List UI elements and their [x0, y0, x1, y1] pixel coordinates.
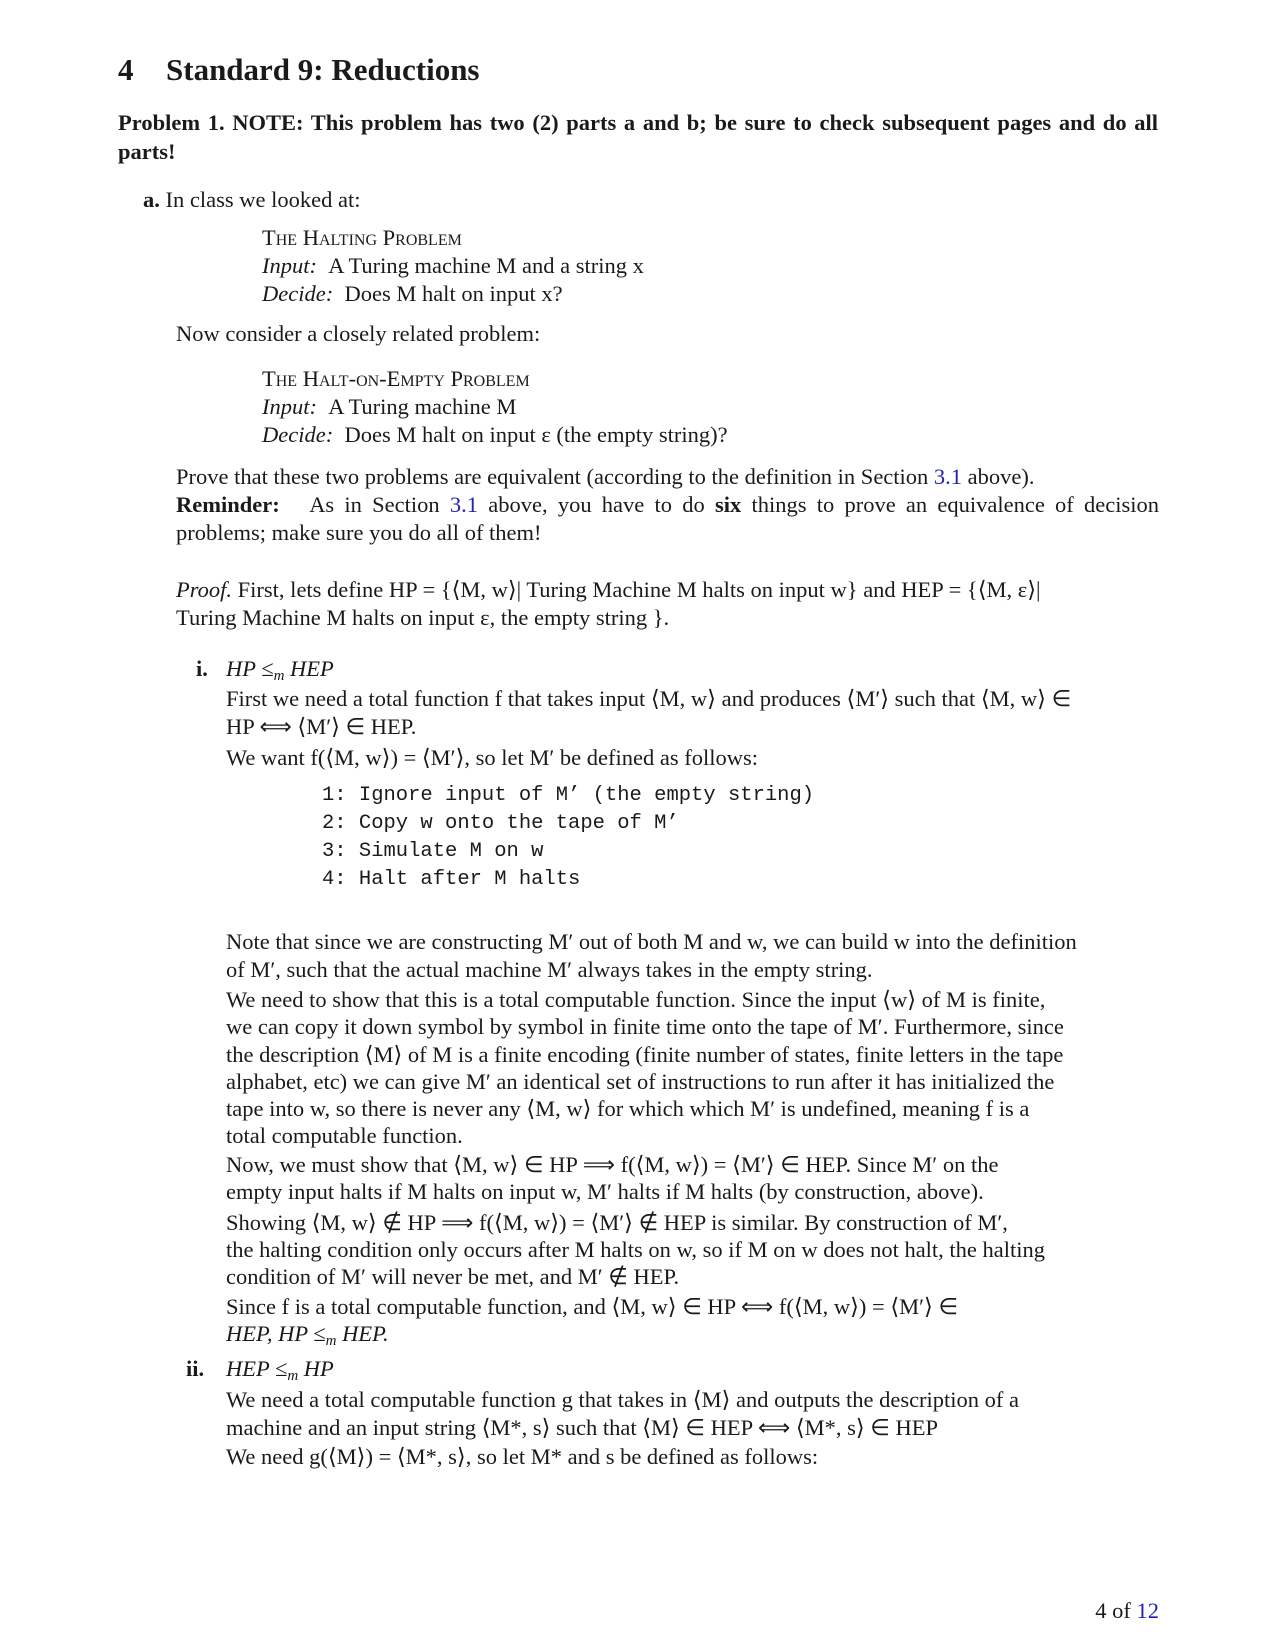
text-line: we can copy it down symbol by symbol in finite time onto the tape of M′. Furthermore, since	[226, 1014, 1064, 1040]
text-line: the halting condition only occurs after M halts on w, so if M on w does not halt, the halting	[226, 1237, 1046, 1262]
part-ii-title	[226, 1355, 1159, 1390]
page-current: 4	[1095, 1598, 1107, 1623]
text-line: Showing ⟨M, w⟩ ∉ HP ⟹ f(⟨M, w⟩) = ⟨M′⟩ ∉ HEP is similar. By construction of M′,	[226, 1210, 1008, 1235]
backward-direction-paragraph	[226, 1209, 1159, 1290]
proof-intro	[176, 576, 1159, 632]
reminder-text: things to prove an equivalence of decision problems; make sure you do all of them!	[176, 492, 1160, 545]
text-line: of M′, such that the actual machine M′ always takes in the empty string.	[226, 957, 873, 982]
page-footer	[1095, 1597, 1159, 1625]
hep-problem-decide	[262, 421, 728, 449]
text-line: machine and an input string ⟨M*, s⟩ such that ⟨M⟩ ∈ HEP ⟺ ⟨M*, s⟩ ∈ HEP	[226, 1414, 939, 1440]
part-a-intro	[143, 186, 360, 214]
section-number: 4	[118, 52, 134, 87]
page-total-link[interactable]: 12	[1136, 1598, 1159, 1623]
conclusion-text: HEP, HP ≤	[226, 1321, 326, 1346]
prompt-paragraph	[176, 463, 1159, 547]
text-line: empty input halts if M halts on input w, M′ halts if M halts (by construction, above).	[226, 1179, 984, 1204]
conclusion-subscript: m	[325, 1333, 337, 1349]
decide-label: Decide:	[262, 422, 334, 447]
algorithm-listing	[322, 782, 814, 894]
decide-text: Does M halt on input x?	[344, 281, 563, 306]
proof-line: Turing Machine M halts on input ε, the empty string }.	[176, 605, 670, 630]
algorithm-step: 4: Halt after M halts	[322, 868, 581, 891]
prompt-text: Prove that these two problems are equivalent (according to the definition in Section	[176, 464, 929, 489]
part-a-intro-text: In class we looked at:	[165, 187, 361, 212]
text-line: Now, we must show that ⟨M, w⟩ ∈ HP ⟹ f(⟨M, w⟩) = ⟨M′⟩ ∈ HEP. Since M′ on the	[226, 1152, 999, 1177]
problem-heading: Problem 1. NOTE: This problem has two (2) parts a and b; be sure to check subsequent pages and do all parts!	[118, 110, 1158, 164]
conclusion-text: HEP.	[336, 1321, 389, 1346]
decide-text: Does M halt on input ε (the empty string)?	[344, 422, 728, 447]
part-i-label: i.	[196, 656, 208, 681]
text-line: total computable function.	[226, 1123, 463, 1149]
prompt-text-end: above).	[967, 464, 1035, 489]
section-link[interactable]: 3.1	[449, 492, 479, 517]
input-text: A Turing machine M and a string x	[328, 253, 644, 278]
section-link[interactable]: 3.1	[933, 464, 963, 489]
title-text: HP ≤	[226, 656, 274, 681]
title-text: HEP ≤	[226, 1356, 288, 1381]
part-a-label: a.	[143, 187, 160, 212]
text-line	[226, 1320, 1159, 1355]
text-line: condition of M′ will never be met, and M′ ∉ HEP.	[226, 1264, 680, 1289]
halting-problem-name: The Halting Problem	[262, 225, 462, 250]
text-line: Since f is a total computable function, and ⟨M, w⟩ ∈ HP ⟺ f(⟨M, w⟩) = ⟨M′⟩ ∈	[226, 1294, 959, 1319]
algorithm-step: 2: Copy w onto the tape of M’	[322, 812, 679, 835]
text-line: HP ⟺ ⟨M′⟩ ∈ HEP.	[226, 714, 417, 739]
input-label: Input:	[262, 394, 317, 419]
text-line: First we need a total function f that takes input ⟨M, w⟩ and produces ⟨M′⟩ such that ⟨M, w⟩ ∈	[226, 686, 1072, 711]
transition-text: Now consider a closely related problem:	[176, 321, 541, 346]
reminder-emphasis: six	[714, 492, 742, 517]
totality-paragraph	[226, 986, 1159, 1150]
text-line: We want f(⟨M, w⟩) = ⟨M′⟩, so let M′ be defined as follows:	[226, 745, 758, 770]
part-ii-function-def	[226, 1386, 1159, 1471]
algorithm-step: 1: Ignore input of M’ (the empty string)	[322, 784, 815, 807]
forward-direction-paragraph	[226, 1151, 1159, 1205]
reminder-label: Reminder:	[176, 492, 280, 517]
text-line: the description ⟨M⟩ of M is a finite encoding (finite number of states, finite letters in the tape	[226, 1041, 1064, 1067]
text-line: We need g(⟨M⟩) = ⟨M*, s⟩, so let M* and s be defined as follows:	[226, 1444, 819, 1469]
halting-problem-box	[262, 224, 644, 308]
halting-problem-decide	[262, 280, 644, 308]
text-line: We need a total computable function g that takes in ⟨M⟩ and outputs the description of a	[226, 1387, 1020, 1412]
text-line: We need to show that this is a total computable function. Since the input ⟨w⟩ of M is finite,	[226, 987, 1046, 1012]
algorithm-step: 3: Simulate M on w	[322, 840, 544, 863]
reminder-text: As in Section	[309, 492, 440, 517]
page-of: of	[1112, 1598, 1131, 1623]
part-i-conclusion	[226, 1293, 1159, 1355]
decide-label: Decide:	[262, 281, 334, 306]
hep-problem-box	[262, 365, 728, 449]
halting-problem-input	[262, 252, 644, 280]
hep-problem-name: The Halt-on-Empty Problem	[262, 366, 530, 391]
title-text: HEP	[284, 656, 334, 681]
part-i-function-def	[226, 685, 1159, 772]
reminder-text: above, you have to do	[488, 492, 705, 517]
proof-label: Proof.	[176, 577, 233, 602]
title-subscript: m	[287, 1368, 299, 1384]
input-text: A Turing machine M	[328, 394, 517, 419]
note-paragraph	[226, 928, 1159, 984]
hep-problem-input	[262, 393, 728, 421]
text-line: alphabet, etc) we can give M′ an identical set of instructions to run after it has initialized the	[226, 1068, 1055, 1094]
title-subscript: m	[273, 668, 285, 684]
input-label: Input:	[262, 253, 317, 278]
section-title: Standard 9: Reductions	[166, 52, 480, 87]
section-heading	[118, 50, 480, 90]
text-line: tape into w, so there is never any ⟨M, w⟩ for which which M′ is undefined, meaning f is a	[226, 1096, 1030, 1122]
text-line: Note that since we are constructing M′ out of both M and w, we can build w into the definition	[226, 929, 1077, 954]
title-text: HP	[298, 1356, 334, 1381]
proof-line: First, lets define HP = {⟨M, w⟩| Turing Machine M halts on input w} and HEP = {⟨M, ε⟩|	[237, 577, 1041, 602]
part-ii-label: ii.	[186, 1356, 205, 1381]
